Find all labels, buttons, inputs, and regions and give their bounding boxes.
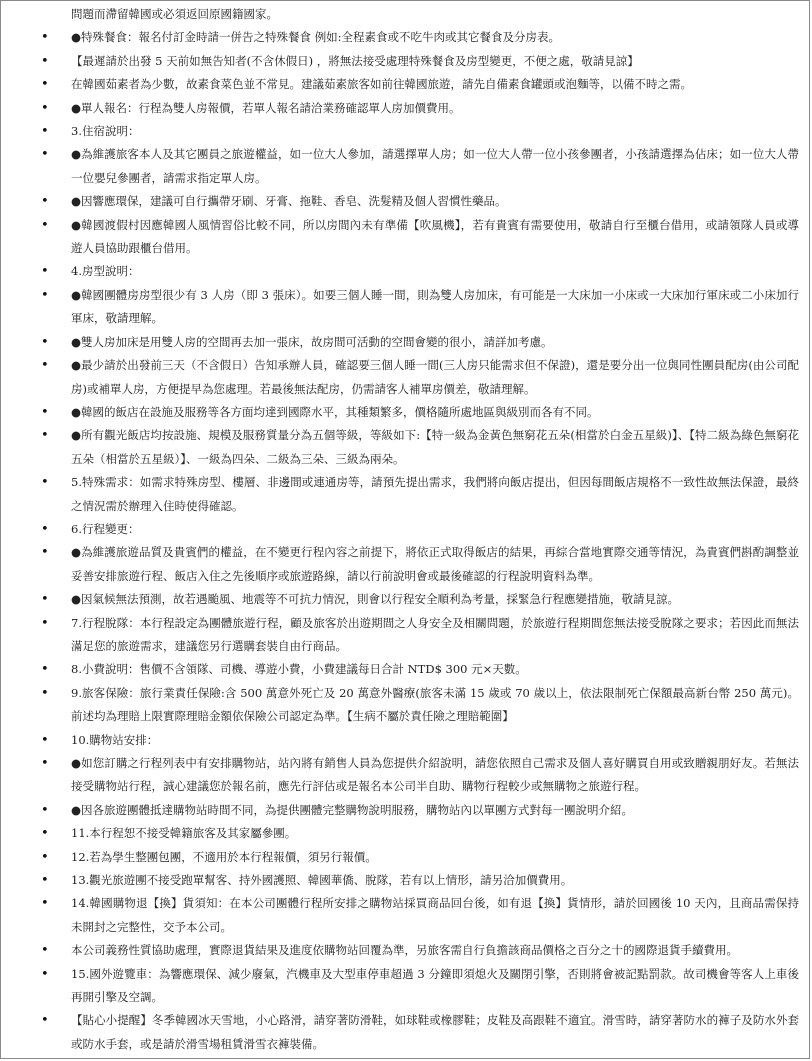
list-item: • ●韓國渡假村因應韓國人風情習俗比較不同，所以房間內未有準備【吹風機】，若有貴賓有需要使用，敬請自行至櫃台借用，或請領隊人員或導遊人員協助跟櫃台借用。 [1, 214, 810, 261]
notes-list [1, 3, 810, 1056]
list-item: • 5.特殊需求：如需求特殊房型、樓層、非邊間或連通房等，請預先提出需求，我們將向飯店提出，但因每間飯店規格不一致性故無法保證，最終之情況需於辦理入住時使得確認。 [1, 471, 810, 518]
list-item: • 4.房型說明： [1, 260, 810, 283]
list-item: • ●因氣候無法預測，故若遇颱風、地震等不可抗力情況，則會以行程安全順利為考量，採緊急行程應變措施，敬請見諒。 [1, 588, 810, 611]
list-item: • ●雙人房加床是用雙人房的空間再去加一張床，故房間可活動的空間會變的很小，請詳加考慮。 [1, 331, 810, 354]
list-item: • ●如您訂購之行程列表中有安排購物站，站內將有銷售人員為您提供介紹說明，請您依照自己需求及個人喜好購買自用或致贈親朋好友。若無法接受購物站行程，誠心建議您於報名前，應先行評估或是報名本公司半自助、購物行程較少或無購物之旅遊行程。 [1, 752, 810, 799]
list-item: • 10.購物站安排： [1, 729, 810, 752]
list-item: • ●韓國的飯店在設施及服務等各方面均達到國際水平，其種類繁多，價格隨所處地區與級別而各有不同。 [1, 401, 810, 424]
list-item-continuation: 問題而滯留韓國或必須返回原國籍國家。 [71, 7, 278, 21]
list-item: • 13.觀光旅遊團不接受跑單幫客、持外國護照、韓國華僑、脫隊，若有以上情形，請另洽加價費用。 [1, 869, 810, 892]
list-item: • ●為維護旅遊品質及貴賓們的權益，在不變更行程內容之前提下，將依正式取得飯店的結果，再綜合當地實際交通等情況，為貴賓們斟酌調整並妥善安排旅遊行程、飯店入住之先後順序或旅遊路線，請以行前說明會或最後確認的行程說明資料為準。 [1, 541, 810, 588]
list-item: • ●因各旅遊團體抵達購物站時間不同，為提供團體完整購物說明服務，購物站內以單團方式對每一團說明介紹。 [1, 799, 810, 822]
list-item: • 3.住宿說明： [1, 120, 810, 143]
list-item: • ●為維護旅客本人及其它團員之旅遊權益，如一位大人參加，請選擇單人房；如一位大人帶一位小孩參團者，小孩請選擇為佔床；如一位大人帶一位嬰兒參團者，請需求指定單人房。 [1, 143, 810, 190]
list-item: • 【最遲請於出發 5 天前如無告知者(不含休假日) ，將無法接受處理特殊餐食及房型變更，不便之處，敬請見諒】 [1, 50, 810, 73]
list-item: • 12.若為學生整團包團，不適用於本行程報價，須另行報價。 [1, 846, 810, 869]
list-item: • 11.本行程恕不接受韓籍旅客及其家屬參團。 [1, 822, 810, 845]
list-item: • ●韓國團體房房型很少有 3 人房（即 3 張床）。如要三個人睡一間，則為雙人房加床，有可能是一大床加一小床或一大床加行軍床或二小床加行軍床，敬請理解。 [1, 284, 810, 331]
list-item: • 14.韓國購物退【換】貨須知：在本公司團體行程所安排之購物站採買商品回台後，如有退【換】貨情形，請於回國後 10 天內，且商品需保持未開封之完整性，交予本公司。 [1, 892, 810, 939]
list-item: • 8.小費說明：售價不含領隊、司機、導遊小費，小費建議每日合計 NTD$ 300 元×天數。 [1, 658, 810, 681]
list-item: • 本公司義務性質協助處理，實際退貨結果及進度依購物站回覆為準，另旅客需自行負擔該商品價格之百分之十的國際退貨手續費用。 [1, 939, 810, 962]
list-item: • ●所有觀光飯店均按設施、規模及服務質量分為五個等級，等級如下:【特一級為金黃色無窮花五朵(相當於白金五星級)】、【特二級為綠色無窮花五朵（相當於五星級）】、一級為四朵、二級為三朵、三級為兩朵。 [1, 424, 810, 471]
list-item: • 9.旅客保險：旅行業責任保險:含 500 萬意外死亡及 20 萬意外醫療(旅客未滿 15 歲或 70 歲以上，依法限制死亡保額最高新台幣 250 萬元)。前述均為理賠上限實際理賠金額依保險公司認定為準。【生病不屬於責任險之理賠範圍】 [1, 682, 810, 729]
list-item: • 6.行程變更： [1, 518, 810, 541]
list-item: • 7.行程脫隊：本行程設定為團體旅遊行程，顧及旅客於出遊期間之人身安全及相關問題，於旅遊行程期間您無法接受脫隊之要求；若因此而無法滿足您的旅遊需求，建議您另行選購套裝自由行商品。 [1, 612, 810, 659]
list-item: • ●因響應環保，建議可自行攜帶牙刷、牙膏、拖鞋、香皂、洗髮精及個人習慣性藥品。 [1, 190, 810, 213]
list-item: • ●單人報名：行程為雙人房報價，若單人報名請洽業務確認單人房加價費用。 [1, 97, 810, 120]
list-item: • 在韓國茹素者為少數，故素食菜色並不常見。建議茹素旅客如前往韓國旅遊，請先自備素食罐頭或泡麵等，以備不時之需。 [1, 73, 810, 96]
list-item: • 15.國外遊覽車：為響應環保、減少廢氣，汽機車及大型車停車超過 3 分鐘即須熄火及關閉引擎，否則將會被記點罰款。故司機會等客人上車後再開引擎及空調。 [1, 963, 810, 1010]
list-item: • 【貼心小提醒】冬季韓國冰天雪地，小心路滑，請穿著防滑鞋，如球鞋或橡膠鞋；皮鞋及高跟鞋不適宜。滑雪時，請穿著防水的褲子及防水外套或防水手套，或是請於滑雪場租賃滑雪衣褲裝備。 [1, 1009, 810, 1056]
list-item: • ●特殊餐食：報名付訂金時請一併告之特殊餐食 例如:全程素食或不吃牛肉或其它餐食及分房表。 [1, 26, 810, 49]
list-item: • ●最少請於出發前三天（不含假日）告知承辦人員，確認要三個人睡一間(三人房只能需求但不保證)，還是要分出一位與同性團員配房(由公司配房)或補單人房，方便提早為您處理。若最後無法配房，仍需請客人補單房價差，敬請理解。 [1, 354, 810, 401]
